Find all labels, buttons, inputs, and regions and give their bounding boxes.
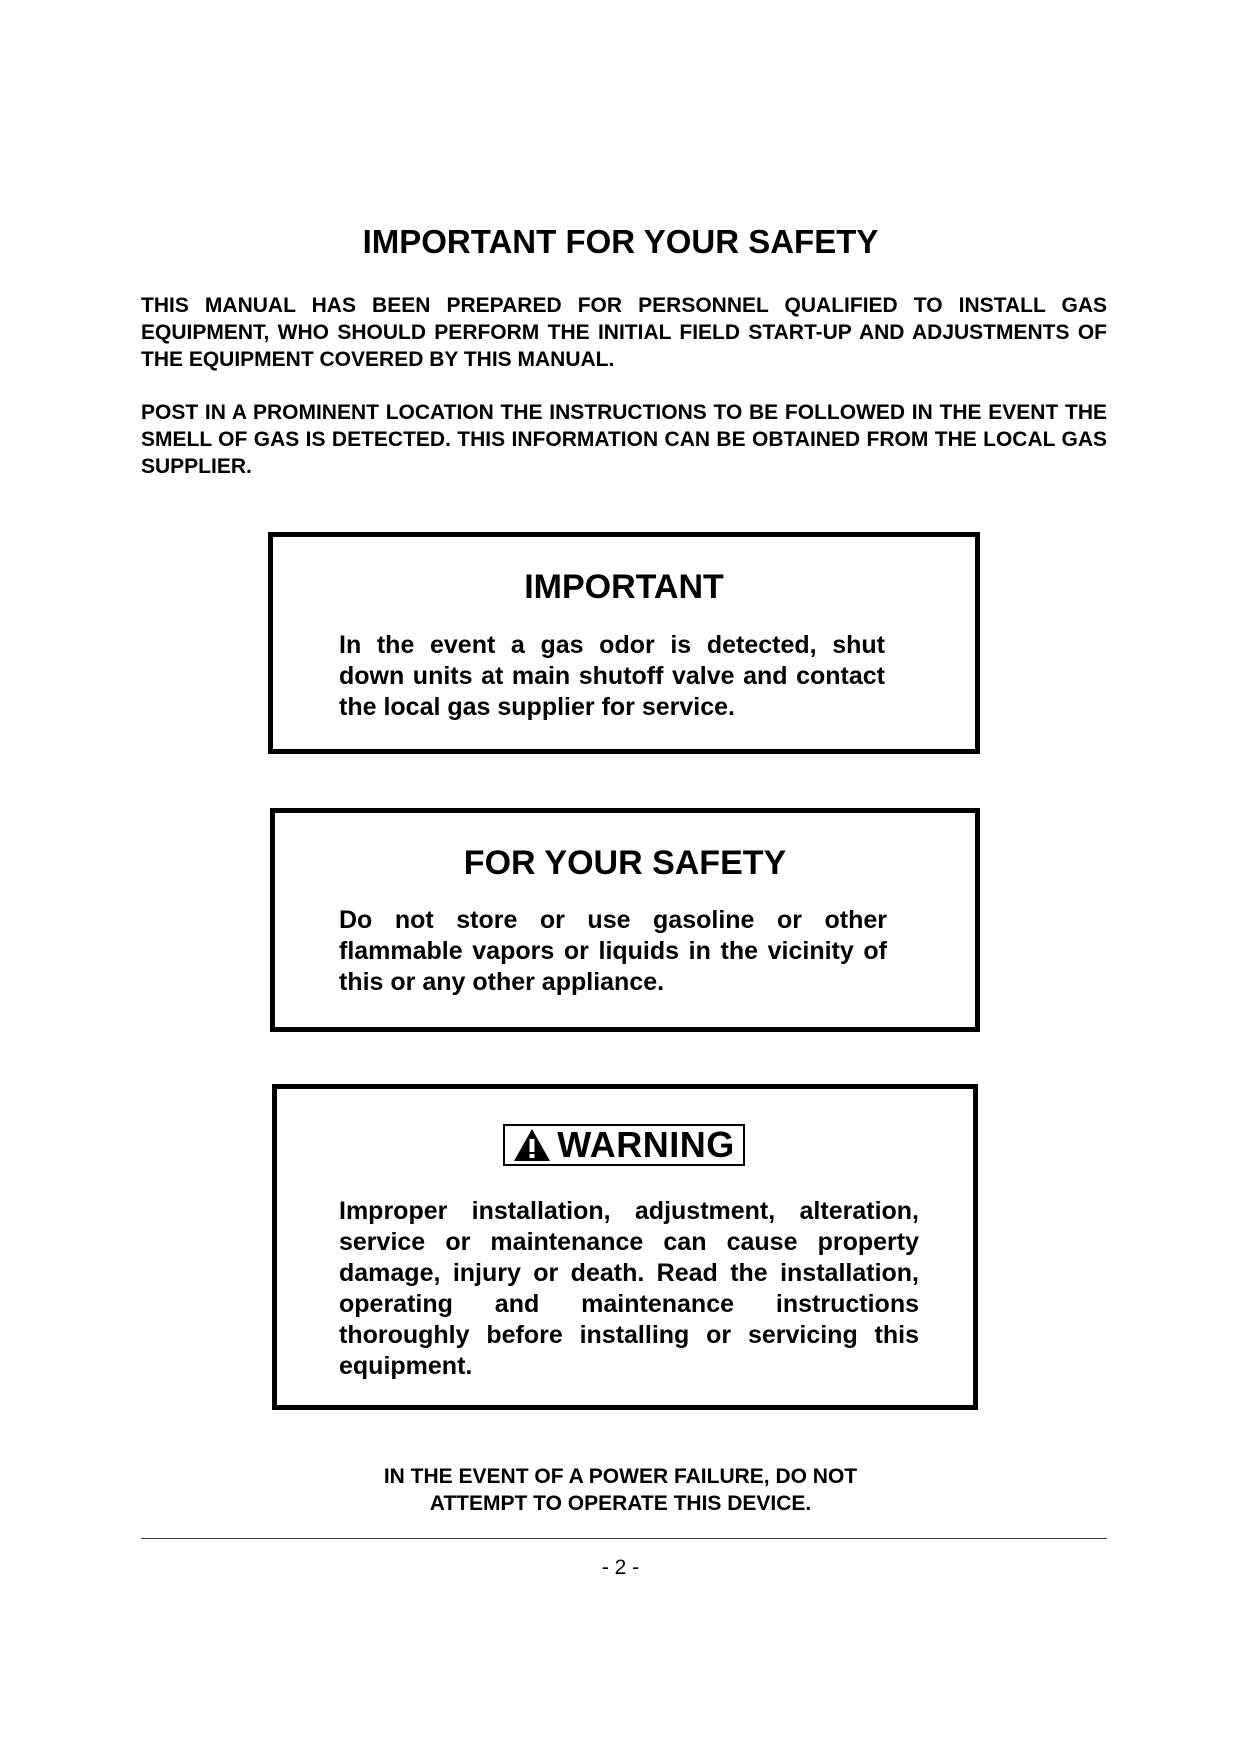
power-failure-notice <box>0 1463 1241 1517</box>
important-heading: IMPORTANT <box>524 568 724 606</box>
safety-heading: FOR YOUR SAFETY <box>463 844 787 882</box>
page-title: IMPORTANT FOR YOUR SAFETY <box>362 223 879 260</box>
page-number: - 2 - <box>601 1556 640 1579</box>
safety-text: Do not store or use gasoline or other flammable vapors or liquids in the vicinity of this or any other appliance. <box>339 906 887 996</box>
footer-divider <box>141 1538 1107 1539</box>
warning-triangle-icon <box>513 1128 551 1162</box>
warning-text: Improper installation, adjustment, alteration, service or maintenance can cause property damage, injury or death. Read the installation, operating and maintenance instructions thoroughly before installing or servicing this equipment. <box>339 1197 919 1380</box>
important-notice-box <box>268 532 980 754</box>
power-notice-line-1: IN THE EVENT OF A POWER FAILURE, DO NOT <box>383 1465 858 1488</box>
warning-label <box>503 1124 745 1166</box>
power-notice-line-2: ATTEMPT TO OPERATE THIS DEVICE. <box>429 1492 812 1515</box>
warning-notice-box <box>272 1084 978 1410</box>
intro-paragraph-qualified-personnel: THIS MANUAL HAS BEEN PREPARED FOR PERSONNEL QUALIFIED TO INSTALL GAS EQUIPMENT, WHO SHOULD PERFORM THE INITIAL FIELD START-UP AND ADJUSTMENTS OF THE EQUIPMENT COVERED BY THIS MANUAL. <box>141 294 1107 371</box>
warning-word: WARNING <box>557 1124 735 1165</box>
intro-paragraph-gas-smell-instructions: POST IN A PROMINENT LOCATION THE INSTRUCTIONS TO BE FOLLOWED IN THE EVENT THE SMELL OF GAS IS DETECTED. THIS INFORMATION CAN BE OBTAINED FROM THE LOCAL GAS SUPPLIER. <box>141 401 1107 478</box>
safety-notice-box <box>270 808 980 1032</box>
important-text: In the event a gas odor is detected, shut down units at main shutoff valve and contact the local gas supplier for service. <box>339 631 885 721</box>
